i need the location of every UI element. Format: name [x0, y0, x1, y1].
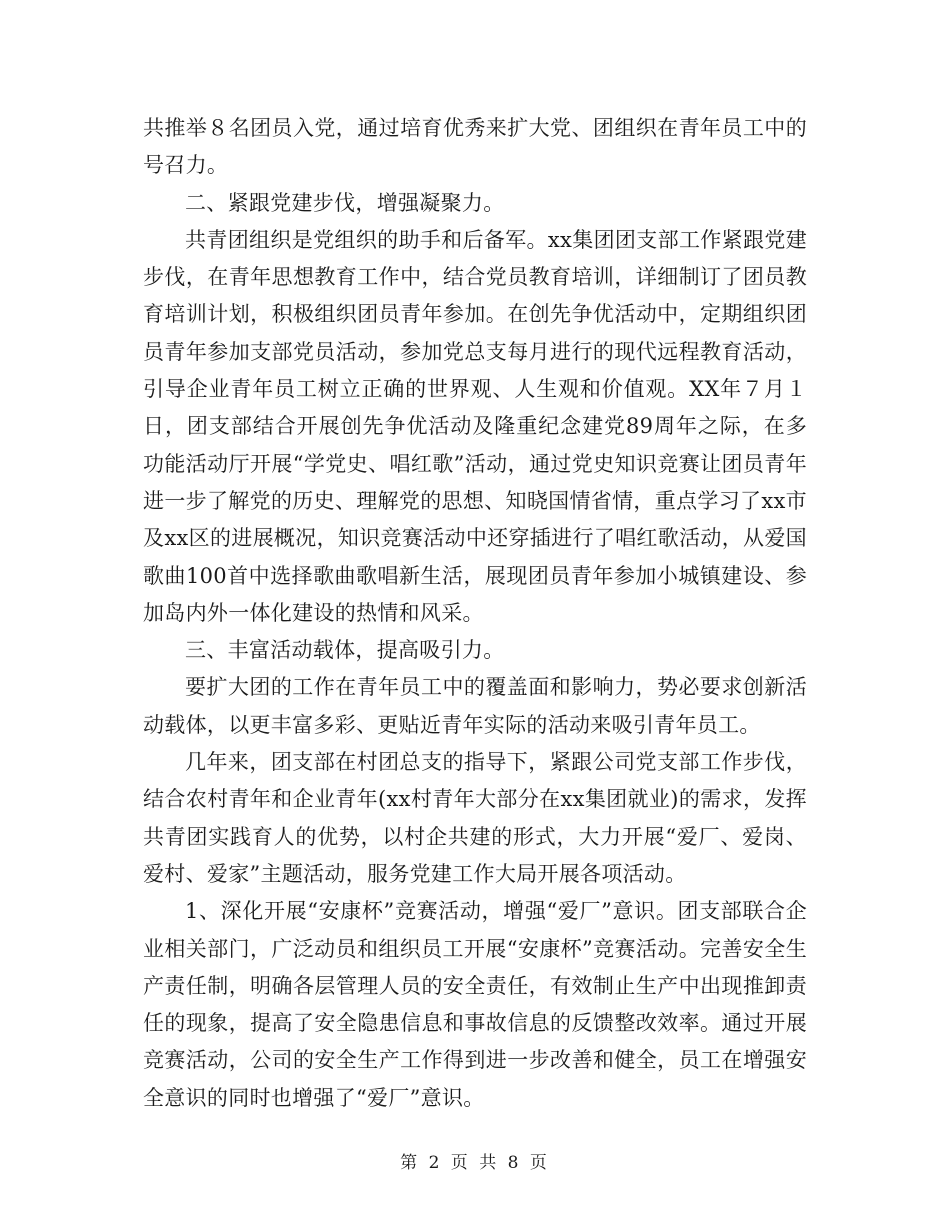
body-paragraph: 几年来，团支部在村团总支的指导下，紧跟公司党支部工作步伐，结合农村青年和企业青年(xx村青年大部分在xx集团就业)的需求，发挥共青团实践育人的优势，以村企共建的形式，大力开展“爱厂、爱岗、爱村、爱家”主题活动，服务党建工作大局开展各项活动。: [143, 750, 807, 886]
document-body: [143, 110, 807, 1117]
page-number-footer: 第 2 页 共 8 页: [400, 1153, 550, 1173]
section-heading: 三、丰富活动载体，提高吸引力。: [185, 638, 505, 663]
body-paragraph: 1、深化开展“安康杯”竞赛活动，增强“爱厂”意识。团支部联合企业相关部门，广泛动员和组织员工开展“安康杯”竞赛活动。完善安全生产责任制，明确各层管理人员的安全责任，有效制止生产中出现推卸责任的现象，提高了安全隐患信息和事故信息的反馈整改效率。通过开展竞赛活动，公司的安全生产工作得到进一步改善和健全，员工在增强安全意识的同时也增强了“爱厂”意识。: [143, 899, 807, 1110]
body-paragraph: 要扩大团的工作在青年员工中的覆盖面和影响力，势必要求创新活动载体，以更丰富多彩、更贴近青年实际的活动来吸引青年员工。: [143, 675, 807, 737]
section-heading: 二、紧跟党建步伐，增强凝聚力。: [185, 190, 505, 215]
body-paragraph: 共青团组织是党组织的助手和后备军。xx集团团支部工作紧跟党建步伐，在青年思想教育工作中，结合党员教育培训，详细制订了团员教育培训计划，积极组织团员青年参加。在创先争优活动中，定期组织团员青年参加支部党员活动，参加党总支每月进行的现代远程教育活动，引导企业青年员工树立正确的世界观、人生观和价值观。XX年７月１日，团支部结合开展创先争优活动及隆重纪念建党89周年之际，在多功能活动厅开展“学党史、唱红歌”活动，通过党史知识竞赛让团员青年进一步了解党的历史、理解党的思想、知晓国情省情，重点学习了xx市及xx区的进展概况，知识竞赛活动中还穿插进行了唱红歌活动，从爱国歌曲100首中选择歌曲歌唱新生活，展现团员青年参加小城镇建设、参加岛内外一体化建设的热情和风采。: [143, 227, 807, 625]
body-paragraph: 共推举８名团员入党，通过培育优秀来扩大党、团组织在青年员工中的号召力。: [143, 116, 807, 178]
